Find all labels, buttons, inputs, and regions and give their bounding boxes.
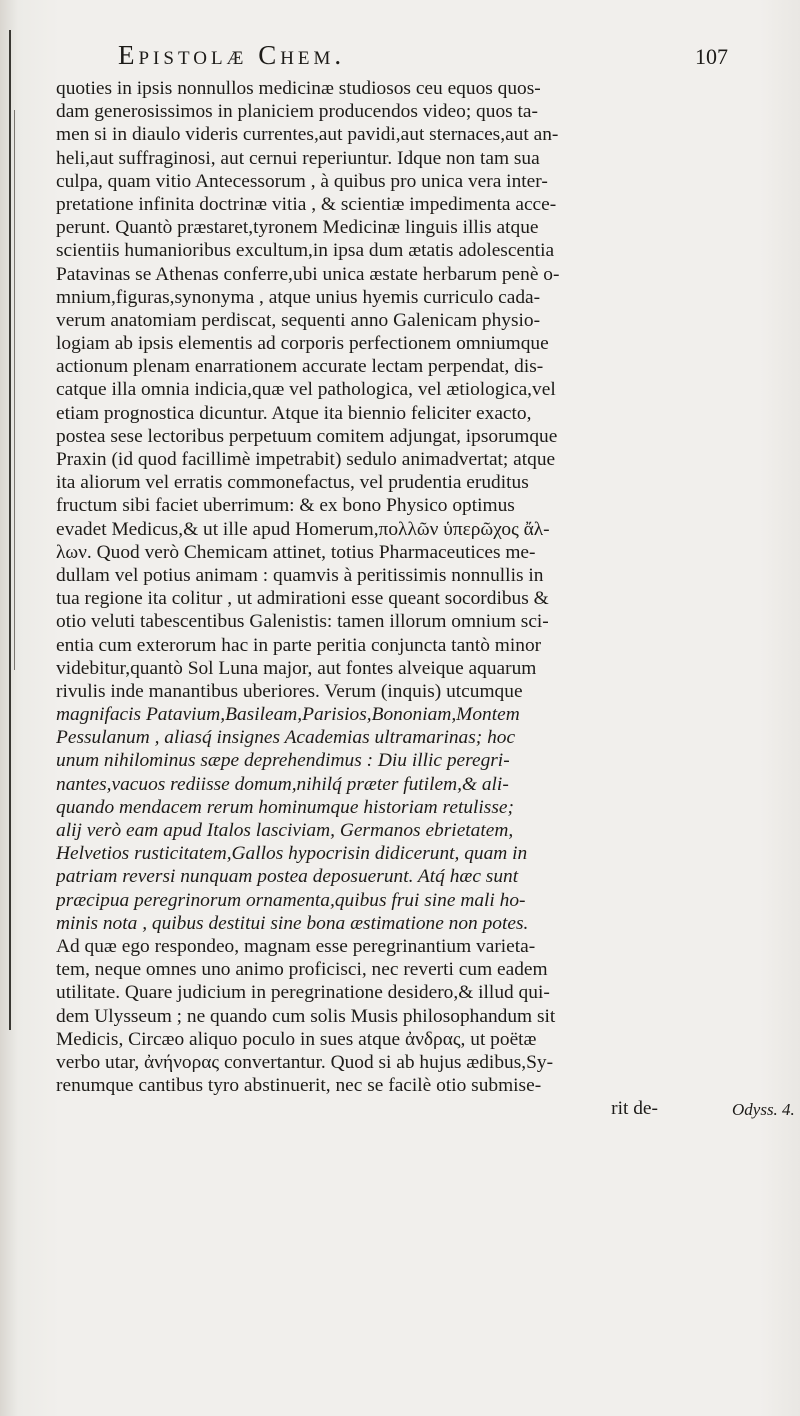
text-line: Helvetios rusticitatem,Gallos hypocrisin didicerunt, quam in: [56, 843, 528, 865]
text-line: præcipua peregrinorum ornamenta,quibus frui sine mali ho-: [56, 889, 526, 911]
text-line: evadet Medicus,& ut ille apud Homerum,πολλῶν ὑπερῶχος ἄλ-: [56, 518, 550, 540]
text-line: unum nihilominus sæpe deprehendimus : Diu illic peregri-: [56, 750, 510, 772]
text-line: verum anatomiam perdiscat, sequenti anno Galenicam physio-: [56, 309, 541, 331]
text-line: utilitate. Quare judicium in peregrinatione desidero,& illud qui-: [56, 982, 550, 1004]
text-line: Praxin (id quod facillimè impetrabit) sedulo animadvertat; atque: [56, 449, 556, 470]
text-line: renumque cantibus tyro abstinuerit, nec se facilè otio submise-: [56, 1075, 542, 1097]
text-line: videbitur,quantò Sol Luna major, aut fontes alveique aquarum: [56, 657, 537, 679]
text-line: pretatione infinita doctrinæ vitia , & scientiæ impedimenta acce-: [56, 193, 557, 215]
text-line: heli,aut suffraginosi, aut cernui reperiuntur. Idque non tam sua: [56, 147, 540, 169]
text-line: λων. Quod verò Chemicam attinet, totius Pharmaceutices me-: [56, 541, 536, 563]
page-number: 107: [695, 44, 728, 69]
text-line: quoties in ipsis nonnullos medicinæ studiosos ceu equos quos-: [56, 78, 541, 99]
text-line: patriam reversi nunquam postea deposuerunt. Atq́ hæc sunt: [56, 866, 519, 888]
text-line: actionum plenam enarrationem accurate lectam perpendat, dis-: [56, 356, 544, 378]
text-line: rivulis inde manantibus uberiores. Verum (inquis) utcumque: [56, 680, 523, 702]
text-line: otio veluti tabescentibus Galenistis: tamen illorum omnium sci-: [56, 611, 549, 633]
text-line: dem Ulysseum ; ne quando cum solis Musis philosophandum sit: [56, 1005, 556, 1027]
margin-note: Odyss. 4.: [732, 1100, 795, 1119]
text-line: tua regione ita colitur , ut admirationi esse queant socordibus &: [56, 588, 549, 610]
binding-edge: [9, 30, 11, 1030]
text-line: magnifacis Patavium,Basileam,Parisios,Bononiam,Montem: [56, 704, 520, 726]
text-line: scientiis humanioribus excultum,in ipsa dum ætatis adolescentia: [56, 240, 555, 262]
blank-lower-page: [0, 1250, 800, 1416]
text-line: culpa, quam vitio Antecessorum , à quibus pro unica vera inter-: [56, 170, 548, 192]
text-line: men si in diaulo videris currentes,aut pavidi,aut sternaces,aut an-: [56, 124, 559, 146]
running-header: [118, 40, 728, 74]
text-line: Patavinas se Athenas conferre,ubi unica æstate herbarum penè o-: [56, 263, 560, 285]
binding-edge-shadow: [14, 110, 15, 670]
text-line: tem, neque omnes uno animo proficisci, nec reverti cum eadem: [56, 959, 548, 981]
text-line: etiam prognostica dicuntur. Atque ita biennio feliciter exacto,: [56, 402, 532, 424]
text-line: mnium,figuras,synonyma , atque unius hyemis curriculo cada-: [56, 286, 541, 308]
running-title: Epistolæ Chem.: [118, 40, 346, 70]
text-line: minis nota , quibus destitui sine bona æstimatione non potes.: [56, 912, 529, 934]
text-line: catque illa omnia indicia,quæ vel pathologica, vel ætiologica,vel: [56, 379, 556, 401]
text-line: verbo utar, ἀνήνορας convertantur. Quod si ab hujus ædibus,Sy-: [56, 1051, 554, 1073]
text-body: [56, 77, 718, 1120]
text-line: entia cum exterorum hac in parte peritia conjuncta tantò minor: [56, 634, 542, 656]
text-line: quando mendacem rerum hominumque historiam retulisse;: [56, 796, 514, 818]
text-line: logiam ab ipsis elementis ad corporis perfectionem omniumque: [56, 333, 549, 355]
text-line: Ad quæ ego respondeo, magnam esse peregrinantium varieta-: [56, 935, 536, 957]
text-line: Medicis, Circæo aliquo poculo in sues atque ἀνδρας, ut poëtæ: [56, 1028, 537, 1050]
text-line: nantes,vacuos rediisse domum,nihilq́ præter futilem,& ali-: [56, 773, 509, 795]
text-line: dullam vel potius animam : quamvis à peritissimis nonnullis in: [56, 564, 544, 586]
text-line: ita aliorum vel erratis commonefactus, vel prudentia eruditus: [56, 472, 529, 494]
text-line: dam generosissimos in planiciem producendos video; quos ta-: [56, 101, 538, 123]
text-line: Pessulanum , aliasq́ insignes Academias ultramarinas; hoc: [56, 727, 516, 749]
text-line: alij verò eam apud Italos lasciviam, Germanos ebrietatem,: [56, 820, 514, 841]
text-line: perunt. Quantò præstaret,tyronem Medicinæ linguis illis atque: [56, 217, 539, 239]
text-line: rit de-: [611, 1098, 658, 1120]
text-line: postea sese lectoribus perpetuum comitem adjungat, ipsorumque: [56, 425, 558, 447]
text-line: fructum sibi faciet uberrimum: & ex bono Physico optimus: [56, 495, 515, 517]
